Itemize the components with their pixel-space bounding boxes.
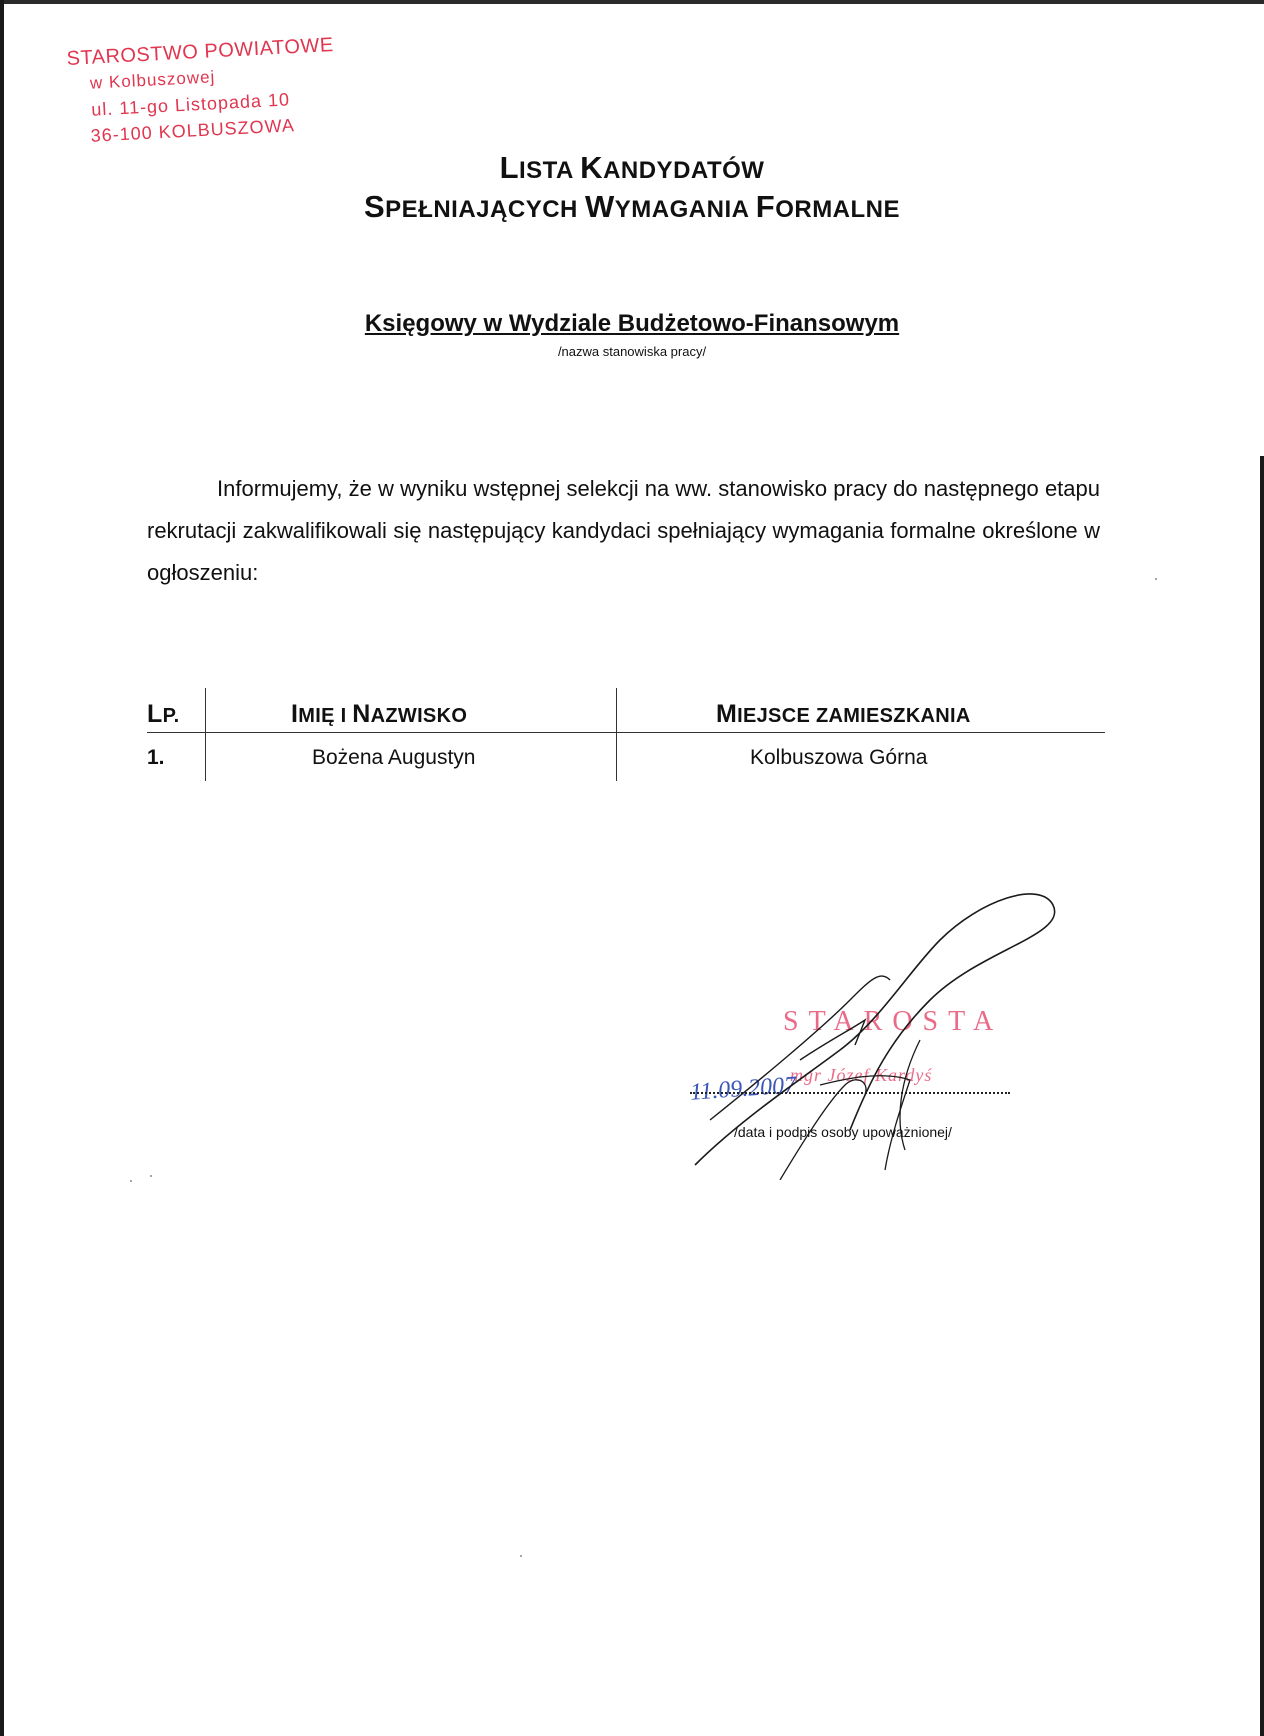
- position-caption: /nazwa stanowiska pracy/: [557, 344, 707, 359]
- header-lp: LP.: [147, 700, 180, 728]
- document-title-line-1: [0, 150, 1264, 186]
- scan-speck: [1155, 578, 1157, 580]
- scan-edge-right: [1260, 456, 1264, 1736]
- stamp-line-3: ul. 11-go Listopada 10: [90, 89, 291, 120]
- scan-edge-top: [0, 0, 1264, 4]
- starosta-stamp-name: mgr Józef Kardyś: [790, 1065, 933, 1085]
- table-divider: [205, 688, 206, 781]
- title-text: ISTA: [519, 157, 581, 184]
- title-text: PEŁNIAJĄCYCH: [385, 196, 586, 223]
- handwritten-signature: [680, 880, 1080, 1180]
- office-stamp: [66, 32, 338, 150]
- title-text: ORMALNE: [775, 196, 901, 223]
- info-paragraph: Informujemy, że w wyniku wstępnej selekcji na ww. stanowisko pracy do następnego etapu rekrutacji zakwalifikowali się następujący kandydaci spełniający wymagania formalne określone w ogłoszeniu:: [147, 476, 1100, 585]
- row-place: Kolbuszowa Górna: [750, 746, 928, 769]
- handwritten-date: 11.09.2007: [689, 1072, 797, 1106]
- scan-speck: [520, 1555, 522, 1557]
- title-initial: S: [363, 189, 386, 224]
- table-header-rule: [147, 732, 1105, 733]
- header-name: IMIĘ I NAZWISKO: [291, 700, 468, 728]
- stamp-line-4: 36-100 KOLBUSZOWA: [90, 115, 296, 146]
- title-initial: W: [585, 189, 615, 224]
- title-text: ANDYDATÓW: [603, 157, 765, 184]
- scan-speck: [150, 1175, 152, 1177]
- title-text: YMAGANIA: [614, 196, 756, 223]
- starosta-stamp: STAROSTA: [783, 1006, 1004, 1037]
- header-place: MIEJSCE ZAMIESZKANIA: [716, 700, 971, 728]
- title-initial: K: [580, 150, 604, 185]
- scan-speck: [130, 1180, 132, 1182]
- row-name: Bożena Augustyn: [312, 746, 476, 769]
- row-lp: 1.: [147, 746, 165, 769]
- candidates-table: [147, 688, 1105, 781]
- signature-caption: /data i podpis osoby upoważnionej/: [734, 1124, 952, 1140]
- stamp-line-2: w Kolbuszowej: [89, 67, 216, 93]
- stamp-line-1: STAROSTWO POWIATOWE: [66, 34, 335, 70]
- title-initial: L: [499, 150, 519, 185]
- document-title-line-2: [0, 189, 1264, 225]
- scan-edge-left: [0, 0, 4, 1736]
- table-divider: [616, 688, 617, 781]
- title-initial: F: [755, 189, 776, 224]
- position-name: Księgowy w Wydziale Budżetowo-Finansowym: [364, 310, 900, 337]
